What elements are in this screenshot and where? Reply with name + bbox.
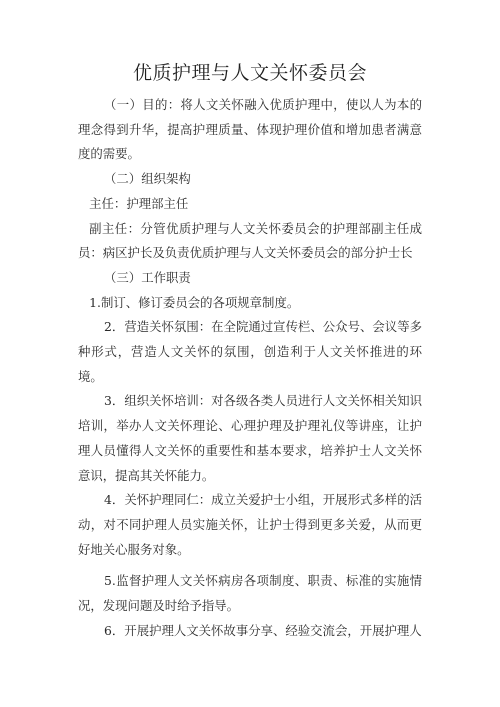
duty-item-3: 3．组织关怀培训：对各级各类人员进行人文关怀相关知识培训，举办人文关怀理论、心理护理及护理礼仪等讲座，让护理人员懂得人文关怀的重要性和基本要求，培养护士人文关怀意识，提高其关怀能力。: [78, 393, 422, 483]
paragraph-purpose: （一）目的：将人文关怀融入优质护理中，使以人为本的理念得到升华，提高护理质量、体现护理价值和增加患者满意度的需要。: [78, 97, 422, 162]
section-heading-duties: （三）工作职责: [104, 269, 191, 285]
duty-item-1: 1.制订、修订委员会的各项规章制度。: [89, 294, 300, 310]
paragraph-director: 主任：护理部主任: [89, 195, 189, 211]
section-heading-organization: （二）组织架构: [104, 171, 191, 187]
document-title: 优质护理与人文关怀委员会: [132, 62, 367, 84]
paragraph-deputy-director: 副主任：分管优质护理与人文关怀委员会的护理部副主任成员：病区护长及负责优质护理与人文关怀委员会的部分护士长: [78, 220, 422, 261]
duty-item-6: 6．开展护理人文关怀故事分享、经验交流会，开展护理人: [104, 622, 422, 638]
duty-item-4: 4．关怀护理同仁：成立关爱护士小组，开展形式多样的活动，对不同护理人员实施关怀，让护士得到更多关爱，从而更好地关心服务对象。: [78, 492, 422, 557]
duty-item-2: 2．营造关怀氛围：在全院通过宣传栏、公众号、会议等多种形式，营造人文关怀的氛围，创造利于人文关怀推进的环境。: [78, 319, 422, 384]
duty-item-5: 5.监督护理人文关怀病房各项制度、职责、标准的实施情况，发现问题及时给予指导。: [78, 573, 422, 614]
document-body: [78, 93, 422, 643]
